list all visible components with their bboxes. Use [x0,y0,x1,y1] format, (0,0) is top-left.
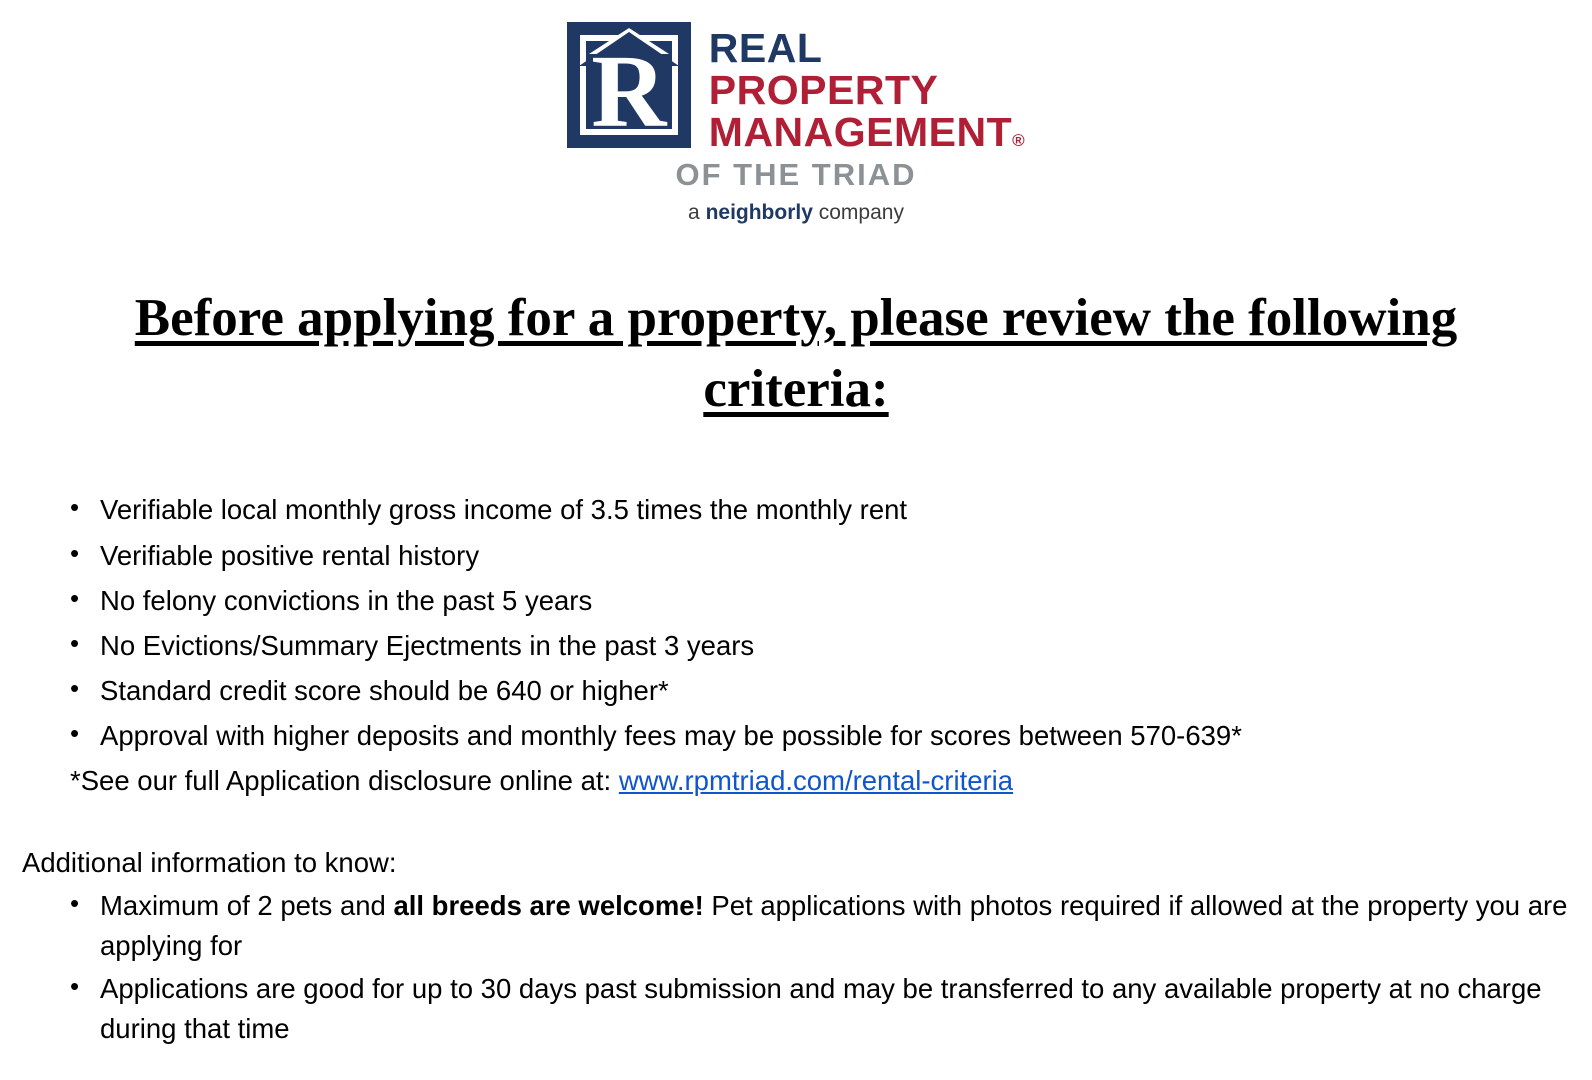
item-text-pre: Applications are good for up to 30 days past submission and may be transferred to any available property at no charge during that time [100,972,1542,1044]
list-item [100,969,1570,1049]
logo-line-management-text: MANAGEMENT [708,108,1013,155]
logo-wordmark [709,22,1025,153]
logo-tagline [688,201,904,225]
criteria-list [22,490,1570,756]
logo-line-real: REAL [708,25,823,71]
logo-tagline-prefix: a [688,201,706,225]
list-item: • Verifiable positive rental history [100,536,1570,576]
additional-info-list [22,886,1570,1050]
list-item: • Standard credit score should be 640 or higher* [100,671,1570,711]
logo-line-management [708,108,1026,155]
additional-info-title: Additional information to know: [22,847,397,879]
page-title: Before applying for a property, please review the following criteria: [134,289,1458,418]
item-text-bold: all breeds are welcome! [393,889,704,921]
logo-tagline-brand: neighborly [705,201,813,225]
company-logo [0,0,1592,225]
rental-criteria-link[interactable]: www.rpmtriad.com/rental-criteria [618,765,1014,797]
logo-subtitle: OF THE TRIAD [675,157,917,193]
disclosure-line [22,761,1570,801]
disclosure-text: *See our full Application disclosure online at: [70,765,619,797]
list-item [100,886,1570,966]
list-item: • Approval with higher deposits and monthly fees may be possible for scores between 570-639* [100,716,1570,756]
logo-row [567,22,1025,153]
logo-letter: R [591,34,667,149]
list-item: • Verifiable local monthly gross income of 3.5 times the monthly rent [100,490,1570,530]
list-item: • No felony convictions in the past 5 years [100,581,1570,621]
logo-tagline-suffix: company [812,201,904,225]
item-text-pre: Maximum of 2 pets and [100,889,394,921]
logo-line-property: PROPERTY [708,66,939,113]
list-item: • No Evictions/Summary Ejectments in the past 3 years [100,626,1570,666]
item-text-post: Pet applications with photos required if allowed at the property you are applying for [100,889,1568,961]
rpm-logo-mark-icon [567,22,691,148]
registered-mark-icon: ® [1012,130,1026,150]
criteria-body [0,490,1592,1049]
